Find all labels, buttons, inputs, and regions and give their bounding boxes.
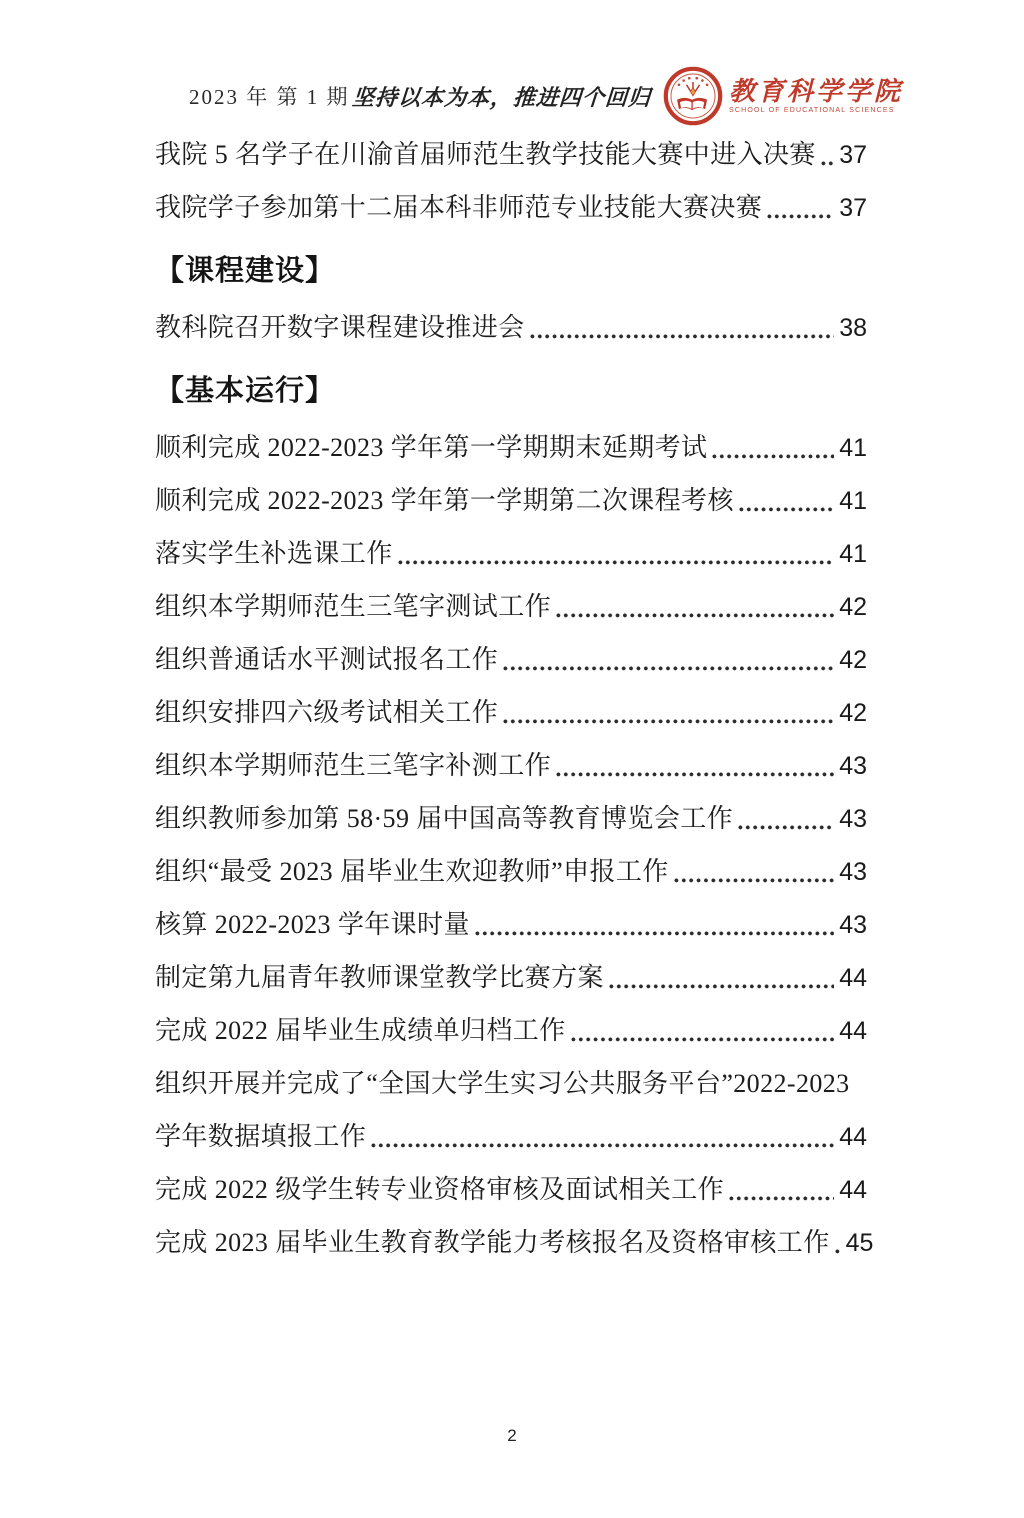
dot-leader bbox=[503, 666, 834, 671]
toc-entry-title: 我院学子参加第十二届本科非师范专业技能大赛决赛 bbox=[155, 193, 763, 222]
issue-label: 2023 年 第 1 期 bbox=[189, 85, 350, 109]
toc-entry-title: 制定第九届青年教师课堂教学比赛方案 bbox=[155, 963, 604, 992]
toc-entry-title: 组织本学期师范生三笔字测试工作 bbox=[155, 592, 552, 621]
toc-entry-page: 42 bbox=[839, 699, 867, 727]
toc-entry bbox=[155, 1171, 867, 1209]
toc-entry bbox=[155, 1224, 874, 1262]
toc-entry-title: 教科院召开数字课程建设推进会 bbox=[155, 313, 525, 342]
toc-entry-page: 44 bbox=[839, 1123, 867, 1151]
toc-entry-title: 组织教师参加第 58·59 届中国高等教育博览会工作 bbox=[155, 804, 734, 833]
dot-leader bbox=[556, 613, 834, 618]
toc-entry-title: 组织“最受 2023 届毕业生欢迎教师”申报工作 bbox=[155, 857, 669, 886]
toc-entry-title: 学年数据填报工作 bbox=[155, 1122, 367, 1151]
toc-entry bbox=[155, 189, 867, 227]
dot-leader bbox=[530, 334, 835, 339]
toc-entry-page: 43 bbox=[839, 752, 867, 780]
toc-entry-title: 顺利完成 2022-2023 学年第一学期第二次课程考核 bbox=[155, 486, 734, 515]
toc-entry bbox=[155, 694, 867, 732]
toc-entry-title: 核算 2022-2023 学年课时量 bbox=[155, 910, 470, 939]
dot-leader bbox=[371, 1143, 834, 1148]
toc-entry-page: 41 bbox=[839, 434, 867, 462]
toc-entry bbox=[155, 959, 867, 997]
toc-entry-title: 顺利完成 2022-2023 学年第一学期期末延期考试 bbox=[155, 433, 708, 462]
school-seal-icon bbox=[663, 66, 723, 126]
dot-leader bbox=[398, 560, 835, 565]
toc-entry bbox=[155, 1118, 867, 1156]
dot-leader bbox=[739, 507, 834, 512]
toc-entry-page: 44 bbox=[839, 964, 867, 992]
toc-entry-page: 44 bbox=[839, 1017, 867, 1045]
toc-entry bbox=[155, 800, 867, 838]
dot-leader bbox=[712, 454, 834, 459]
toc-entry-page: 43 bbox=[839, 911, 867, 939]
toc-entry bbox=[155, 853, 867, 891]
toc-entry bbox=[155, 588, 867, 626]
toc-entry-wrap-line1: 组织开展并完成了“全国大学生实习公共服务平台”2022-2023 bbox=[155, 1069, 850, 1098]
dot-leader bbox=[729, 1196, 834, 1201]
toc-section-heading: 【课程建设】 bbox=[155, 255, 336, 287]
toc-entry-page: 42 bbox=[839, 646, 867, 674]
dot-leader bbox=[738, 825, 834, 830]
logo-name-en: SCHOOL OF EDUCATIONAL SCIENCES bbox=[728, 107, 895, 114]
document-page bbox=[0, 70, 1024, 1518]
toc-entry bbox=[155, 535, 867, 573]
dot-leader bbox=[503, 719, 834, 724]
toc-entry bbox=[155, 1012, 867, 1050]
toc-entry-title: 完成 2022 届毕业生成绩单归档工作 bbox=[155, 1016, 566, 1045]
dot-leader bbox=[556, 772, 834, 777]
dot-leader bbox=[475, 931, 834, 936]
toc-entry-title: 组织安排四六级考试相关工作 bbox=[155, 698, 499, 727]
toc-entry-title: 我院 5 名学子在川渝首届师范生教学技能大赛中进入决赛 bbox=[155, 140, 816, 169]
toc-entry bbox=[155, 747, 867, 785]
toc-entry-page: 38 bbox=[839, 314, 867, 342]
toc-entry-page: 45 bbox=[845, 1229, 874, 1257]
toc bbox=[155, 136, 874, 1262]
toc-entry-page: 44 bbox=[839, 1176, 867, 1204]
toc-entry bbox=[155, 429, 867, 467]
toc-entry-page: 37 bbox=[839, 141, 867, 169]
toc-entry-title: 完成 2022 级学生转专业资格审核及面试相关工作 bbox=[155, 1175, 725, 1204]
toc-entry-page: 41 bbox=[839, 487, 867, 515]
toc-section-heading: 【基本运行】 bbox=[155, 375, 336, 407]
toc-entry-page: 43 bbox=[839, 858, 867, 886]
toc-entry-page: 42 bbox=[839, 593, 867, 621]
toc-entry-title: 落实学生补选课工作 bbox=[155, 539, 393, 568]
toc-entry-page: 37 bbox=[839, 194, 867, 222]
header-slogan: 坚持以本为本，推进四个回归 bbox=[350, 84, 652, 110]
toc-entry bbox=[155, 309, 867, 347]
logo-text bbox=[729, 78, 903, 114]
toc-entry-title: 完成 2023 届毕业生教育教学能力考核报名及资格审核工作 bbox=[155, 1228, 830, 1257]
toc-entry-page: 43 bbox=[839, 805, 867, 833]
toc-entry-page: 41 bbox=[839, 540, 867, 568]
toc-entry bbox=[155, 641, 867, 679]
dot-leader bbox=[609, 984, 834, 989]
toc-entry bbox=[155, 136, 867, 174]
dot-leader bbox=[674, 878, 835, 883]
toc-entry-title: 组织普通话水平测试报名工作 bbox=[155, 645, 499, 674]
footer-page-number: 2 bbox=[507, 1426, 517, 1445]
dot-leader bbox=[821, 161, 834, 166]
dot-leader bbox=[571, 1037, 835, 1042]
page-header bbox=[155, 70, 903, 122]
toc-entry bbox=[155, 906, 867, 944]
dot-leader bbox=[767, 214, 834, 219]
dot-leader bbox=[835, 1249, 841, 1254]
school-logo bbox=[663, 66, 903, 126]
logo-name-cn: 教育科学学院 bbox=[728, 77, 903, 106]
toc-entry bbox=[155, 482, 867, 520]
toc-entry-title: 组织本学期师范生三笔字补测工作 bbox=[155, 751, 552, 780]
